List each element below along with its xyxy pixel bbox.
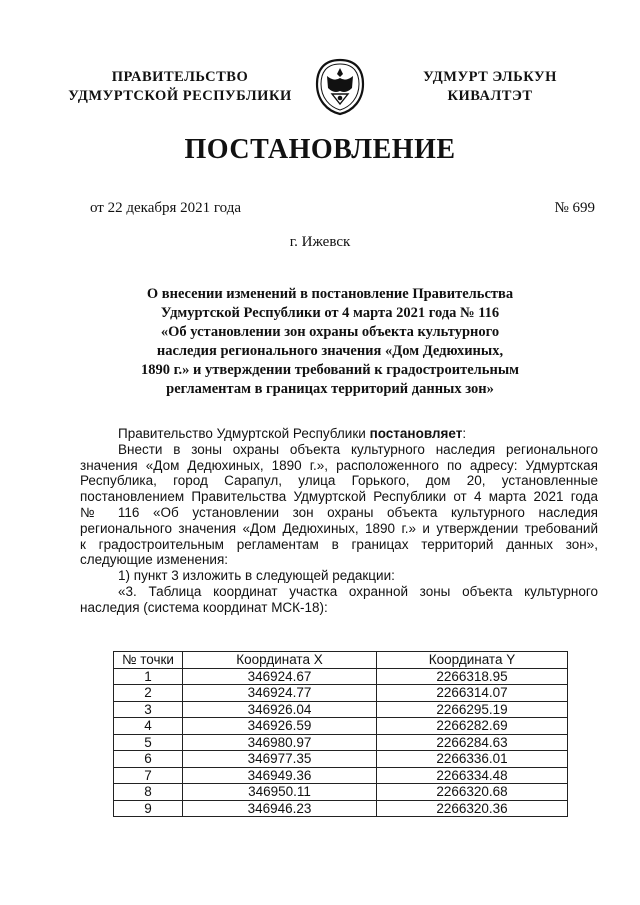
cell-x: 346980.97 bbox=[183, 734, 377, 751]
subject-line: регламентам в границах территорий данных зон» bbox=[166, 381, 494, 397]
cell-point: 3 bbox=[114, 701, 183, 718]
intro-line: Правительство Удмуртской Республики постановляет: bbox=[118, 426, 467, 441]
cell-point: 5 bbox=[114, 734, 183, 751]
item-1-line: 1) пункт 3 изложить в следующей редакции: bbox=[118, 568, 395, 584]
body-line: постановлением Правительства Удмуртской Республики от 4 марта 2021 года bbox=[80, 489, 598, 505]
document-title: ПОСТАНОВЛЕНИЕ bbox=[184, 134, 456, 165]
coordinates-table bbox=[113, 651, 568, 817]
cell-point: 1 bbox=[114, 668, 183, 685]
subject-line: наследия регионального значения «Дом Дедюхиных, bbox=[156, 343, 504, 359]
cell-x: 346926.04 bbox=[183, 701, 377, 718]
header-left-line: ПРАВИТЕЛЬСТВО bbox=[111, 69, 249, 85]
cell-x: 346946.23 bbox=[183, 800, 377, 817]
cell-y: 2266318.95 bbox=[377, 668, 568, 685]
document-date: от 22 декабря 2021 года bbox=[90, 200, 242, 216]
table-row bbox=[114, 784, 568, 801]
cell-y: 2266320.36 bbox=[377, 800, 568, 817]
cell-x: 346977.35 bbox=[183, 751, 377, 768]
body-line: к градостроительным регламентам в границах территорий данных зон», bbox=[80, 536, 598, 552]
table-row bbox=[114, 751, 568, 768]
cell-x: 346924.67 bbox=[183, 668, 377, 685]
cell-point: 6 bbox=[114, 751, 183, 768]
cell-y: 2266320.68 bbox=[377, 784, 568, 801]
table-row bbox=[114, 718, 568, 735]
table-header-row bbox=[114, 652, 568, 669]
cell-y: 2266314.07 bbox=[377, 685, 568, 702]
column-header-x: Координата X bbox=[183, 652, 377, 669]
header-right-line: КИВАЛТЭТ bbox=[447, 88, 533, 104]
cell-point: 4 bbox=[114, 718, 183, 735]
body-line: № 116 «Об установлении зон охраны объекта культурного наследия bbox=[80, 504, 598, 520]
government-name-udmurt bbox=[395, 68, 585, 106]
cell-x: 346926.59 bbox=[183, 718, 377, 735]
table-row bbox=[114, 800, 568, 817]
table-row bbox=[114, 701, 568, 718]
table-row bbox=[114, 685, 568, 702]
header-right-line: УДМУРТ ЭЛЬКУН bbox=[423, 69, 557, 85]
body-line: Внести в зоны охраны объекта культурного наследия регионального bbox=[118, 441, 598, 457]
cell-point: 2 bbox=[114, 685, 183, 702]
document-city: г. Ижевск bbox=[289, 234, 351, 250]
cell-y: 2266282.69 bbox=[377, 718, 568, 735]
document-number: № 699 bbox=[554, 200, 595, 216]
subject-line: Удмуртской Республики от 4 марта 2021 года № 116 bbox=[160, 305, 500, 321]
column-header-point: № точки bbox=[114, 652, 183, 669]
column-header-y: Координата Y bbox=[377, 652, 568, 669]
cell-y: 2266295.19 bbox=[377, 701, 568, 718]
body-line: Республика, город Сарапул, улица Горького, дом 20, установленные bbox=[80, 473, 598, 489]
body-line: регионального значения «Дом Дедюхиных, 1890 г.» и утверждении требований bbox=[80, 520, 598, 536]
body-line: следующие изменения: bbox=[80, 552, 229, 568]
subject-line: О внесении изменений в постановление Правительства bbox=[146, 286, 514, 302]
quote-line: наследия (система координат МСК-18): bbox=[80, 599, 328, 615]
cell-point: 9 bbox=[114, 800, 183, 817]
table-row bbox=[114, 734, 568, 751]
coat-of-arms-icon bbox=[312, 58, 368, 116]
document-subject bbox=[120, 285, 540, 399]
cell-y: 2266284.63 bbox=[377, 734, 568, 751]
quote-line: «3. Таблица координат участка охранной зоны объекта культурного bbox=[118, 583, 598, 599]
body-line: значения «Дом Дедюхиных, 1890 г.», расположенного по адресу: Удмуртская bbox=[80, 457, 598, 473]
table-row bbox=[114, 767, 568, 784]
subject-line: 1890 г.» и утверждении требований к градостроительным bbox=[140, 362, 520, 378]
decree-verb: постановляет bbox=[369, 426, 463, 441]
cell-x: 346950.11 bbox=[183, 784, 377, 801]
cell-x: 346924.77 bbox=[183, 685, 377, 702]
cell-x: 346949.36 bbox=[183, 767, 377, 784]
table-row bbox=[114, 668, 568, 685]
cell-y: 2266336.01 bbox=[377, 751, 568, 768]
cell-point: 7 bbox=[114, 767, 183, 784]
government-name-russian bbox=[60, 68, 300, 106]
cell-point: 8 bbox=[114, 784, 183, 801]
subject-line: «Об установлении зон охраны объекта культурного bbox=[160, 324, 500, 340]
cell-y: 2266334.48 bbox=[377, 767, 568, 784]
document-body bbox=[80, 426, 598, 616]
header-left-line: УДМУРТСКОЙ РЕСПУБЛИКИ bbox=[68, 88, 292, 104]
